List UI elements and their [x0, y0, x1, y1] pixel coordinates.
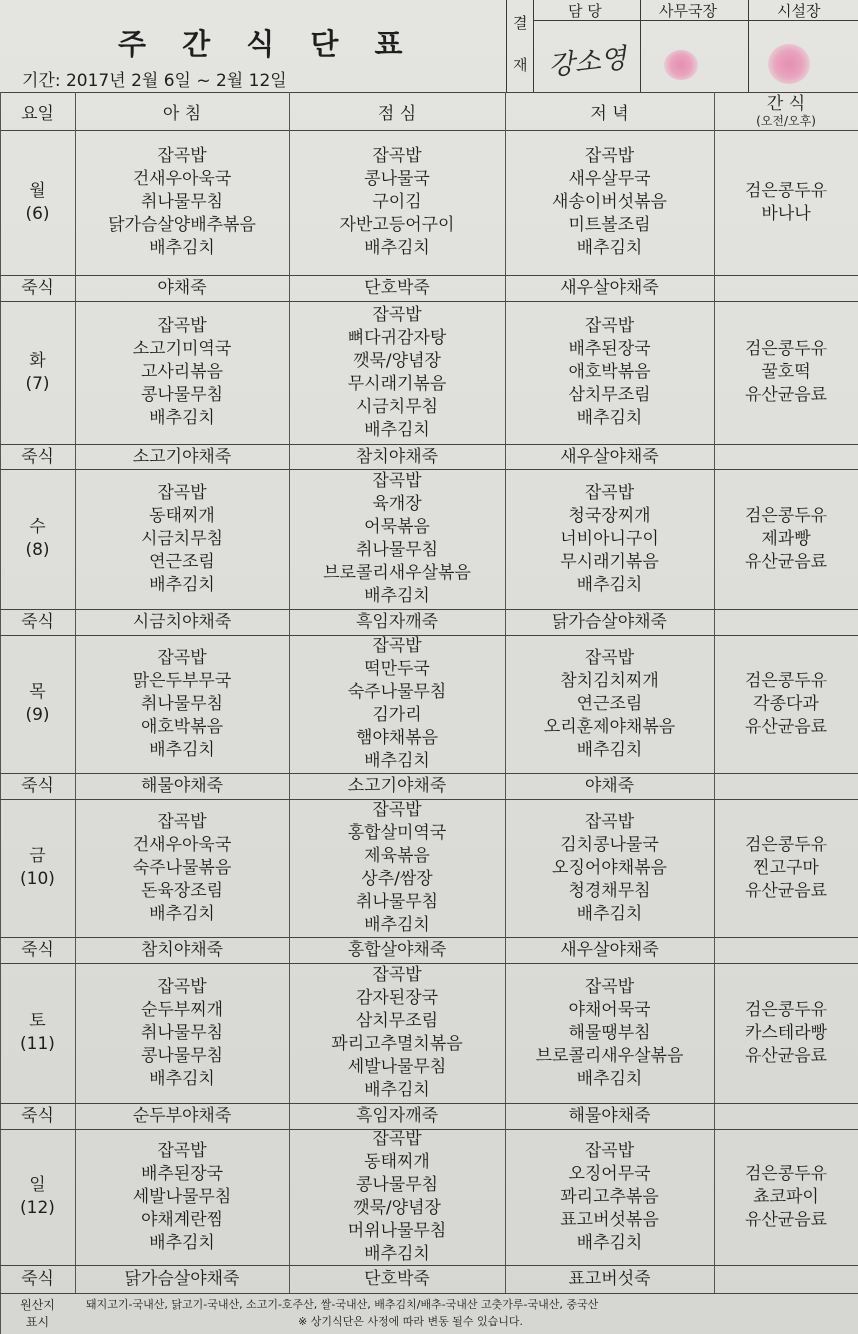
approval-role-staff: 담 당 — [568, 2, 602, 20]
origin-text: 돼지고기-국내산, 닭고기-국내산, 소고기-호주산, 쌀-국내산, 배추김치/배추-국내산 고춧가루-국내산, 중국산 — [86, 1298, 599, 1311]
dinner-menu-item: 배추김치 — [576, 739, 643, 760]
breakfast-menu-item: 잡곡밥 — [157, 316, 207, 336]
lunch-menu-item: 세발나물무침 — [347, 1057, 447, 1077]
lunch-menu-item: 배추김치 — [364, 586, 430, 606]
approval-role-director: 사무국장 — [659, 2, 717, 20]
snack-menu-item: 쵸코파이 — [753, 1186, 819, 1207]
breakfast-menu-item: 잡곡밥 — [157, 146, 207, 166]
dinner-menu-item: 연근조림 — [576, 693, 643, 714]
dinner-menu-item: 애호박볶음 — [568, 362, 651, 382]
handwritten-signature: 강소영 — [546, 42, 628, 82]
dinner-menu-item: 배추김치 — [576, 408, 643, 428]
snack-menu — [714, 635, 858, 773]
lunch-menu-item: 무시래기볶음 — [347, 373, 447, 394]
porridge-menu: 새우살야채죽 — [560, 278, 659, 298]
dinner-menu-item: 배추김치 — [576, 574, 643, 595]
header-dinner: 저 녁 — [590, 103, 629, 124]
snack-menu — [714, 469, 858, 609]
dinner-menu-item: 배추김치 — [576, 903, 643, 924]
porridge-label: 죽식 — [21, 278, 54, 298]
breakfast-menu-item: 시금치무침 — [140, 528, 224, 549]
porridge-menu: 야채죽 — [584, 776, 635, 796]
dinner-menu-item: 오징어무국 — [568, 1163, 651, 1184]
menu-change-notice: ※ 상기식단은 사정에 따라 변동 될수 있습니다. — [298, 1315, 523, 1328]
lunch-menu — [289, 799, 505, 937]
dinner-menu-item: 청경채무침 — [568, 880, 651, 901]
breakfast-menu-item: 순두부찌개 — [140, 999, 224, 1020]
porridge-menu: 단호박죽 — [364, 1269, 430, 1289]
breakfast-menu-item: 취나물무침 — [140, 192, 224, 212]
day-name: 토 — [29, 1011, 46, 1031]
lunch-menu-item: 콩나물국 — [364, 169, 430, 189]
approval-role-facility-head: 시설장 — [777, 2, 821, 20]
day-date: (10) — [20, 869, 55, 889]
day-cell — [0, 1129, 75, 1265]
porridge-menu: 흑임자깨죽 — [355, 612, 439, 632]
dinner-menu — [505, 635, 714, 773]
dinner-menu — [505, 963, 714, 1103]
lunch-menu-item: 깻묵/양념장 — [353, 1198, 441, 1218]
day-name: 수 — [29, 517, 46, 537]
porridge-menu: 참치야채죽 — [355, 446, 439, 467]
lunch-menu-item: 배추김치 — [364, 419, 430, 440]
porridge-menu: 소고기야채죽 — [132, 446, 232, 467]
snack-menu-item: 검은콩두유 — [744, 180, 828, 201]
breakfast-menu-item: 잡곡밥 — [157, 976, 207, 997]
lunch-menu-item: 취나물무침 — [355, 540, 439, 560]
header-snack: 간 식 (오전/오후) — [756, 93, 816, 128]
dinner-menu-item: 청국장찌개 — [568, 505, 651, 526]
dinner-menu — [505, 301, 714, 444]
lunch-menu-item: 육개장 — [372, 494, 422, 514]
breakfast-menu-item: 배추김치 — [149, 1068, 215, 1089]
lunch-menu-item: 홍합살미역국 — [347, 823, 447, 843]
breakfast-menu-item: 취나물무침 — [140, 1022, 224, 1043]
breakfast-menu-item: 잡곡밥 — [157, 647, 207, 668]
lunch-menu-item: 김가리 — [372, 705, 422, 725]
lunch-menu-item: 잡곡밥 — [372, 1129, 422, 1149]
dinner-menu-item: 새우살무국 — [568, 169, 651, 189]
snack-menu-item: 검은콩두유 — [744, 339, 828, 359]
breakfast-menu-item: 콩나물무침 — [140, 385, 224, 405]
porridge-menu: 단호박죽 — [364, 278, 430, 298]
porridge-label: 죽식 — [21, 1106, 54, 1126]
dinner-menu-item: 새송이버섯볶음 — [552, 192, 667, 212]
snack-menu-item: 유산균음료 — [744, 1209, 828, 1230]
snack-menu — [714, 963, 858, 1103]
porridge-menu: 표고버섯죽 — [568, 1269, 651, 1289]
dinner-menu — [505, 1129, 714, 1265]
breakfast-menu-item: 숙주나물볶음 — [132, 857, 232, 878]
porridge-menu: 흑임자깨죽 — [355, 1106, 439, 1126]
breakfast-menu-item: 배추김치 — [149, 574, 215, 595]
lunch-menu-item: 브로콜리새우살볶음 — [323, 563, 471, 583]
day-cell — [0, 301, 75, 444]
dinner-menu-item: 배추된장국 — [568, 339, 651, 359]
lunch-menu-item: 구이김 — [372, 192, 422, 212]
breakfast-menu — [75, 469, 289, 609]
porridge-menu: 소고기야채죽 — [347, 776, 447, 796]
porridge-menu: 순두부야채죽 — [132, 1106, 232, 1126]
porridge-menu: 닭가슴살야채죽 — [124, 1269, 240, 1289]
dinner-menu-item: 잡곡밥 — [584, 811, 635, 832]
snack-menu-item: 꿀호떡 — [761, 362, 811, 382]
breakfast-menu-item: 연근조림 — [149, 551, 215, 572]
dinner-menu — [505, 469, 714, 609]
day-name: 금 — [29, 846, 46, 866]
lunch-menu-item: 잡곡밥 — [372, 965, 422, 985]
porridge-menu: 참치야채죽 — [140, 940, 224, 960]
breakfast-menu-item: 돈육장조림 — [140, 880, 224, 901]
porridge-menu: 닭가슴살야채죽 — [552, 612, 667, 632]
snack-menu-item: 유산균음료 — [744, 880, 828, 901]
breakfast-menu-item: 배추김치 — [149, 238, 215, 258]
breakfast-menu-item: 건새우아욱국 — [132, 834, 232, 855]
snack-menu — [714, 301, 858, 444]
snack-menu-item: 카스테라빵 — [744, 1022, 828, 1043]
breakfast-menu-item: 닭가슴살양배추볶음 — [108, 215, 256, 235]
day-name: 일 — [29, 1175, 46, 1195]
lunch-menu-item: 잡곡밥 — [372, 800, 422, 820]
breakfast-menu-item: 야채계란찜 — [140, 1209, 224, 1230]
dinner-menu-item: 배추김치 — [576, 1232, 643, 1253]
snack-menu-item: 유산균음료 — [744, 716, 828, 737]
breakfast-menu-item: 잡곡밥 — [157, 1140, 207, 1161]
breakfast-menu-item: 맑은두부무국 — [132, 670, 232, 691]
lunch-menu-item: 시금치무침 — [355, 396, 439, 417]
lunch-menu-item: 삼치무조림 — [355, 1011, 439, 1031]
day-date: (7) — [25, 373, 50, 394]
day-date: (11) — [20, 1034, 55, 1054]
snack-menu-item: 유산균음료 — [744, 551, 828, 572]
dinner-menu-item: 브로콜리새우살볶음 — [535, 1045, 684, 1066]
dinner-menu-item: 오징어야채볶음 — [552, 857, 667, 878]
lunch-menu — [289, 301, 505, 444]
header-lunch: 점 심 — [377, 103, 417, 124]
dinner-menu-item: 잡곡밥 — [584, 1140, 635, 1161]
dinner-menu — [505, 130, 714, 275]
lunch-menu-item: 감자된장국 — [355, 988, 439, 1008]
breakfast-menu-item: 콩나물무침 — [140, 1045, 224, 1066]
breakfast-menu-item: 잡곡밥 — [157, 482, 207, 503]
snack-menu-item: 바나나 — [761, 203, 811, 224]
lunch-menu-item: 떡만두국 — [364, 659, 430, 679]
snack-menu-item: 제과빵 — [761, 528, 811, 549]
porridge-menu: 새우살야채죽 — [560, 446, 659, 467]
dinner-menu-item: 잡곡밥 — [584, 482, 635, 503]
lunch-menu-item: 잡곡밥 — [372, 146, 422, 166]
dinner-menu-item: 무시래기볶음 — [560, 551, 659, 572]
breakfast-menu-item: 고사리볶음 — [140, 362, 224, 382]
dinner-menu-item: 꽈리고추볶음 — [560, 1186, 659, 1207]
snack-menu — [714, 1129, 858, 1265]
lunch-menu-item: 숙주나물무침 — [347, 682, 447, 702]
dinner-menu-item: 김치콩나물국 — [560, 834, 659, 855]
day-cell — [0, 963, 75, 1103]
snack-menu-item: 각종다과 — [753, 693, 819, 714]
breakfast-menu-item: 배추김치 — [149, 1232, 215, 1253]
dinner-menu-item: 잡곡밥 — [584, 316, 635, 336]
breakfast-menu-item: 취나물무침 — [140, 693, 224, 714]
lunch-menu-item: 뼈다귀감자탕 — [347, 327, 447, 348]
lunch-menu-item: 햄야채볶음 — [355, 728, 439, 748]
approval-label-top: 결 — [513, 14, 528, 32]
facility-head-stamp-icon — [768, 44, 810, 84]
snack-menu — [714, 799, 858, 937]
breakfast-menu-item: 동태찌개 — [149, 505, 215, 526]
breakfast-menu-item: 배추된장국 — [140, 1163, 224, 1184]
lunch-menu-item: 배추김치 — [364, 1244, 430, 1264]
lunch-menu — [289, 963, 505, 1103]
lunch-menu-item: 배추김치 — [364, 915, 430, 935]
breakfast-menu — [75, 963, 289, 1103]
lunch-menu — [289, 635, 505, 773]
breakfast-menu-item: 배추김치 — [149, 739, 215, 760]
breakfast-menu-item: 건새우아욱국 — [132, 169, 232, 189]
porridge-label: 죽식 — [21, 446, 54, 467]
day-name: 월 — [29, 180, 46, 201]
day-date: (8) — [25, 540, 50, 560]
dinner-menu-item: 잡곡밥 — [584, 647, 635, 668]
lunch-menu-item: 배추김치 — [364, 238, 430, 258]
dinner-menu-item: 배추김치 — [576, 238, 643, 258]
snack-menu-item: 검은콩두유 — [744, 834, 828, 855]
breakfast-menu-item: 세발나물무침 — [132, 1186, 232, 1207]
day-cell — [0, 635, 75, 773]
day-date: (9) — [25, 705, 50, 725]
dinner-menu-item: 참치김치찌개 — [560, 670, 659, 691]
breakfast-menu — [75, 799, 289, 937]
origin-label: 원산지 표시 — [20, 1297, 55, 1329]
porridge-menu: 시금치야채죽 — [132, 612, 232, 632]
breakfast-menu — [75, 635, 289, 773]
porridge-menu: 야채죽 — [157, 278, 207, 298]
breakfast-menu-item: 애호박볶음 — [140, 716, 224, 737]
day-name: 목 — [29, 682, 46, 702]
lunch-menu-item: 꽈리고추멸치볶음 — [331, 1034, 463, 1054]
breakfast-menu-item: 배추김치 — [149, 903, 215, 924]
lunch-menu-item: 배추김치 — [364, 1080, 430, 1100]
lunch-menu-item: 머위나물무침 — [347, 1221, 447, 1241]
porridge-menu: 해물야채죽 — [568, 1106, 651, 1126]
snack-menu-item: 유산균음료 — [744, 385, 828, 405]
day-cell — [0, 799, 75, 937]
lunch-menu-item: 배추김치 — [364, 751, 430, 771]
day-date: (6) — [25, 203, 50, 224]
snack-menu-item: 검은콩두유 — [744, 1163, 828, 1184]
dinner-menu-item: 배추김치 — [576, 1068, 643, 1089]
porridge-label: 죽식 — [21, 1269, 54, 1289]
porridge-menu: 해물야채죽 — [140, 776, 224, 796]
dinner-menu-item: 표고버섯볶음 — [560, 1209, 659, 1230]
lunch-menu-item: 잡곡밥 — [372, 636, 422, 656]
breakfast-menu — [75, 130, 289, 275]
dinner-menu-item: 너비아니구이 — [560, 528, 659, 549]
dinner-menu-item: 오리훈제야채볶음 — [543, 716, 676, 737]
dinner-menu-item: 미트볼조림 — [568, 215, 651, 235]
dinner-menu-item: 잡곡밥 — [584, 976, 635, 997]
lunch-menu-item: 콩나물무침 — [355, 1175, 439, 1195]
day-cell — [0, 469, 75, 609]
lunch-menu — [289, 1129, 505, 1265]
breakfast-menu — [75, 1129, 289, 1265]
lunch-menu-item: 동태찌개 — [364, 1152, 430, 1172]
breakfast-menu-item: 잡곡밥 — [157, 811, 207, 832]
lunch-menu-item: 잡곡밥 — [372, 471, 422, 491]
breakfast-menu-item: 소고기미역국 — [132, 339, 232, 359]
lunch-menu-item: 어묵볶음 — [364, 517, 430, 537]
snack-menu-item: 검은콩두유 — [744, 999, 828, 1020]
porridge-label: 죽식 — [21, 776, 54, 796]
porridge-menu: 새우살야채죽 — [560, 940, 659, 960]
lunch-menu — [289, 469, 505, 609]
snack-menu-item: 찐고구마 — [753, 857, 819, 878]
porridge-label: 죽식 — [21, 940, 54, 960]
dinner-menu — [505, 799, 714, 937]
dinner-menu-item: 삼치무조림 — [568, 385, 651, 405]
porridge-label: 죽식 — [21, 612, 54, 632]
period-label: 기간: 2017년 2월 6일 ~ 2월 12일 — [22, 71, 287, 91]
header-day: 요일 — [21, 103, 54, 124]
breakfast-menu — [75, 301, 289, 444]
document-title: 주 간 식 단 표 — [118, 27, 416, 61]
day-date: (12) — [20, 1198, 55, 1218]
dinner-menu-item: 잡곡밥 — [584, 146, 635, 166]
day-name: 화 — [29, 350, 46, 371]
lunch-menu-item: 깻묵/양념장 — [353, 350, 441, 371]
lunch-menu-item: 제육볶음 — [364, 846, 430, 866]
snack-menu-item: 유산균음료 — [744, 1045, 828, 1066]
dinner-menu-item: 해물땡부침 — [568, 1022, 651, 1043]
dinner-menu-item: 야채어묵국 — [568, 999, 651, 1020]
snack-menu — [714, 130, 858, 275]
director-stamp-icon — [664, 50, 698, 80]
lunch-menu-item: 잡곡밥 — [372, 304, 422, 325]
lunch-menu-item: 취나물무침 — [355, 892, 439, 912]
header-breakfast: 아 침 — [162, 103, 202, 124]
lunch-menu — [289, 130, 505, 275]
porridge-menu: 홍합살야채죽 — [347, 940, 447, 960]
lunch-menu-item: 상추/쌈장 — [361, 869, 433, 889]
approval-label-bottom: 재 — [513, 56, 528, 74]
lunch-menu-item: 자반고등어구이 — [339, 215, 455, 235]
snack-menu-item: 검은콩두유 — [744, 670, 828, 691]
day-cell — [0, 130, 75, 275]
snack-menu-item: 검은콩두유 — [744, 505, 828, 526]
breakfast-menu-item: 배추김치 — [149, 408, 215, 428]
